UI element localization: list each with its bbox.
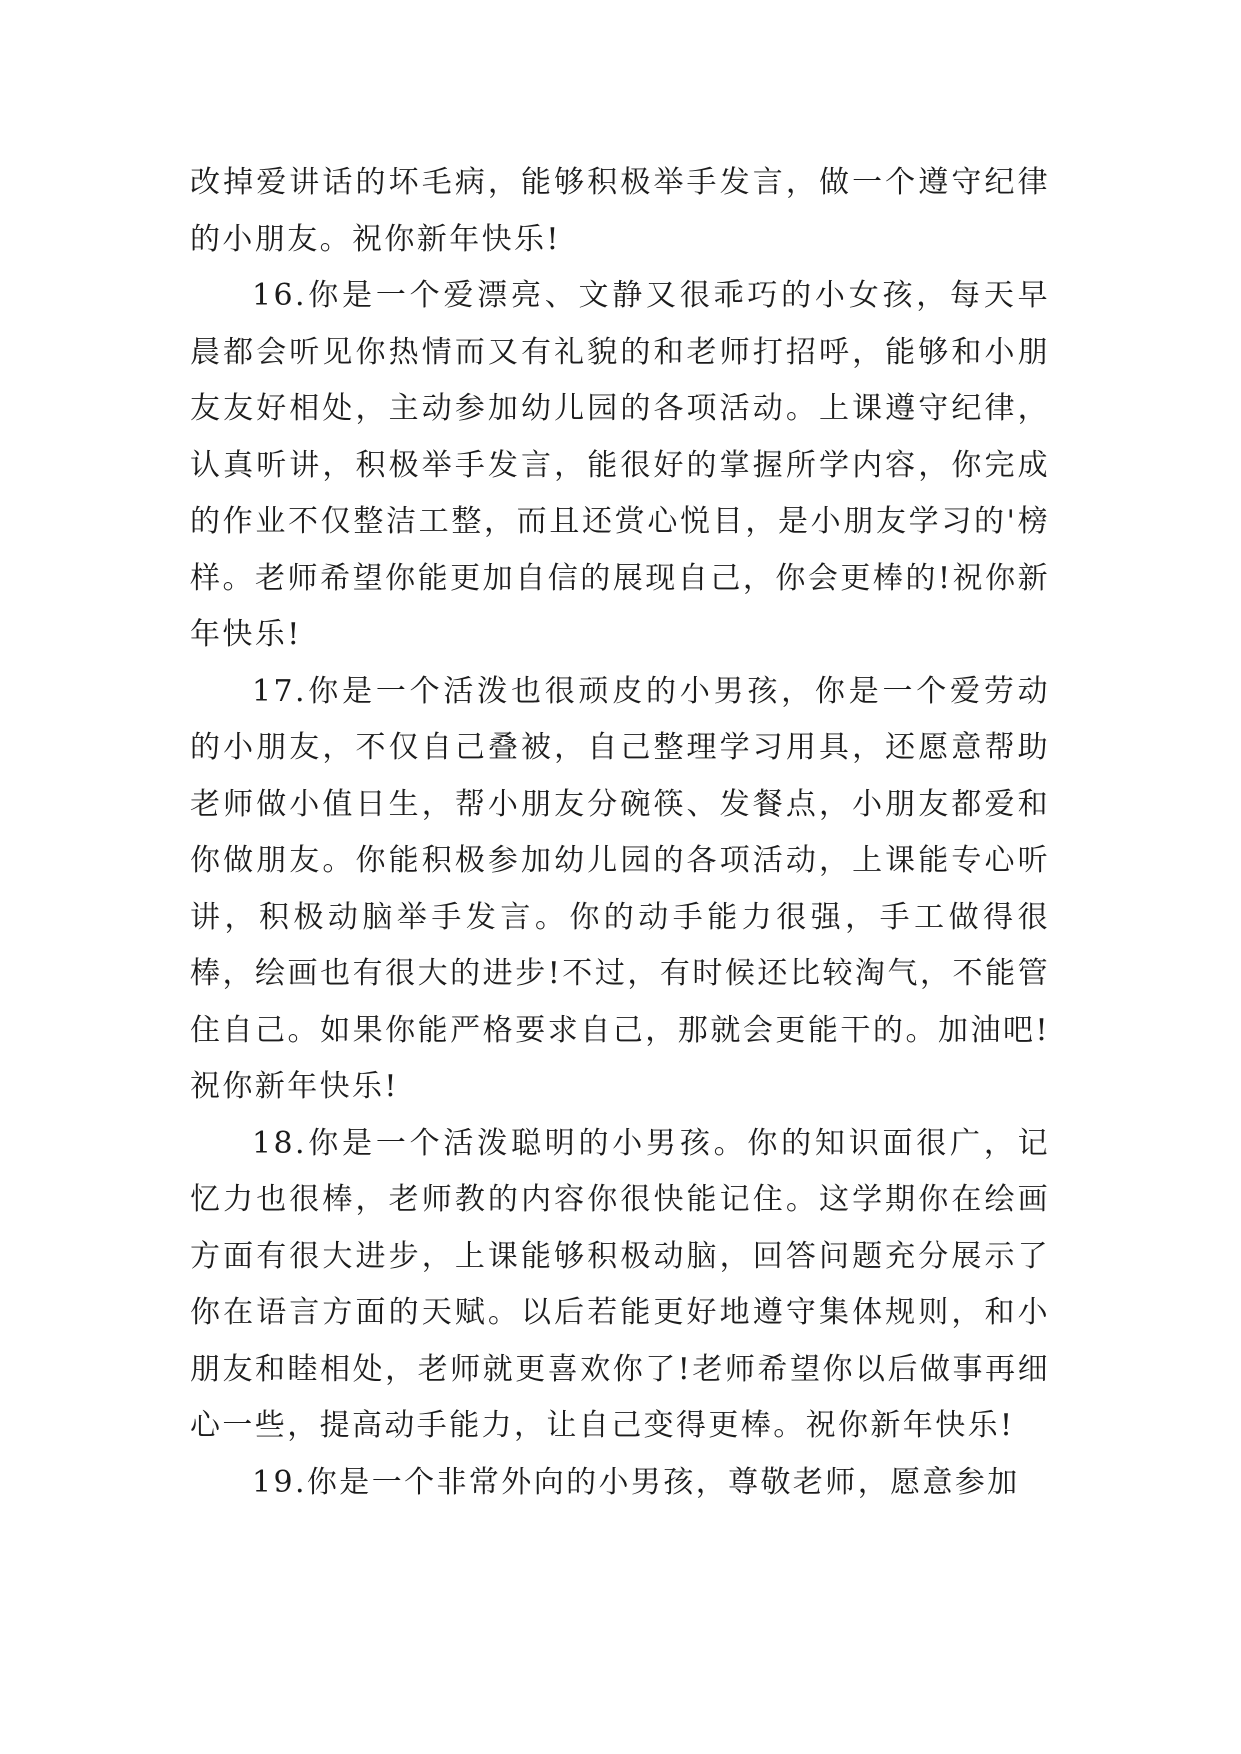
- paragraph-18: 18.你是一个活泼聪明的小男孩。你的知识面很广，记忆力也很棒，老师教的内容你很快能记住。这学期你在绘画方面有很大进步，上课能够积极动脑，回答问题充分展示了你在语言方面的天赋。以后若能更好地遵守集体规则，和小朋友和睦相处，老师就更喜欢你了!老师希望你以后做事再细心一些，提高动手能力，让自己变得更棒。祝你新年快乐!: [190, 1125, 1050, 1443]
- paragraph-19: 19.你是一个非常外向的小男孩，尊敬老师，愿意参加: [252, 1464, 1020, 1500]
- document-body: [190, 155, 1050, 1511]
- paragraph-16: 16.你是一个爱漂亮、文静又很乖巧的小女孩，每天早晨都会听见你热情而又有礼貌的和老师打招呼，能够和小朋友友好相处，主动参加幼儿园的各项活动。上课遵守纪律，认真听讲，积极举手发言，能很好的掌握所学内容，你完成的作业不仅整洁工整，而且还赏心悦目，是小朋友学习的'榜样。老师希望你能更加自信的展现自己，你会更棒的!祝你新年快乐!: [190, 278, 1050, 652]
- paragraph-continuation: 改掉爱讲话的坏毛病，能够积极举手发言，做一个遵守纪律的小朋友。祝你新年快乐!: [190, 165, 1050, 257]
- paragraph-17: 17.你是一个活泼也很顽皮的小男孩，你是一个爱劳动的小朋友，不仅自己叠被，自己整理学习用具，还愿意帮助老师做小值日生，帮小朋友分碗筷、发餐点，小朋友都爱和你做朋友。你能积极参加幼儿园的各项活动，上课能专心听讲，积极动脑举手发言。你的动手能力很强，手工做得很棒，绘画也有很大的进步!不过，有时候还比较淘气，不能管住自己。如果你能严格要求自己，那就会更能干的。加油吧!祝你新年快乐!: [190, 673, 1050, 1104]
